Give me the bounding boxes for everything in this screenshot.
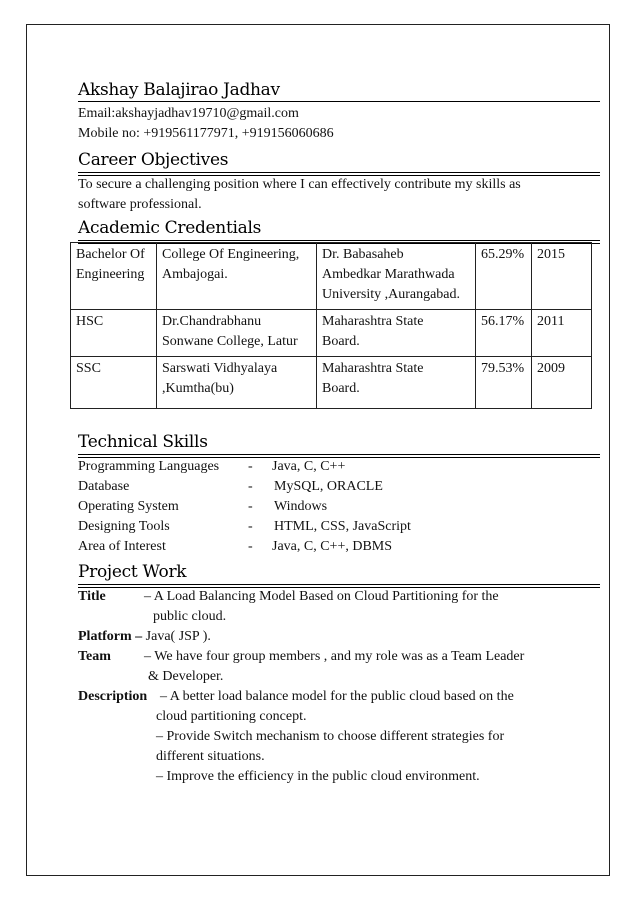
project-title-value: – A Load Balancing Model Based on Cloud Partitioning for the — [144, 589, 499, 604]
project-platform-label: Platform – — [78, 629, 143, 644]
college-cell: Sarswati Vidhyalaya ,Kumtha(bu) — [157, 357, 317, 409]
table-row — [71, 357, 592, 409]
project-desc-text: cloud partitioning concept. — [156, 709, 307, 724]
skills-heading — [78, 432, 600, 452]
skill-value: Java, C, C++, DBMS — [272, 539, 393, 554]
project-desc-text: – Improve the efficiency in the public cloud environment. — [156, 769, 480, 784]
skill-label: Designing Tools — [78, 519, 170, 534]
project-heading-text: Project Work — [78, 562, 187, 582]
project-team-value: – We have four group members , and my role was as a Team Leader — [144, 649, 525, 664]
table-row — [71, 310, 592, 357]
name-underline — [78, 101, 600, 102]
year-cell: 2009 — [532, 357, 592, 409]
project-heading — [78, 562, 600, 582]
career-heading — [78, 150, 600, 170]
project-team-cont: & Developer. — [148, 669, 224, 684]
skill-value: MySQL, ORACLE — [274, 479, 383, 494]
skill-dash: - — [248, 539, 253, 554]
career-text-1: To secure a challenging position where I can effectively contribute my skills as — [78, 177, 521, 192]
skill-label: Database — [78, 479, 130, 494]
skills-heading-text: Technical Skills — [78, 432, 208, 452]
project-team-line — [78, 647, 525, 667]
academic-table — [70, 242, 592, 409]
year-cell: 2015 — [532, 243, 592, 310]
academic-heading — [78, 218, 600, 238]
percent-cell: 65.29% — [476, 243, 532, 310]
table-row — [71, 243, 592, 310]
project-platform-line — [78, 627, 211, 647]
skills-rule-1 — [78, 454, 600, 455]
skill-label: Operating System — [78, 499, 179, 514]
project-desc-line — [78, 687, 514, 707]
board-cell: Maharashtra State Board. — [317, 310, 476, 357]
board-cell: Dr. Babasaheb Ambedkar Marathwada University ,Aurangabad. — [317, 243, 476, 310]
academic-heading-text: Academic Credentials — [78, 218, 262, 238]
degree-cell: HSC — [71, 310, 157, 357]
degree-cell: SSC — [71, 357, 157, 409]
academic-rule-1 — [78, 240, 600, 241]
candidate-name — [78, 80, 600, 100]
board-cell: Maharashtra State Board. — [317, 357, 476, 409]
project-desc-label: Description — [78, 689, 148, 704]
skill-dash: - — [248, 519, 253, 534]
career-heading-text: Career Objectives — [78, 150, 229, 170]
mobile-line: Mobile no: +919561177971, +919156060686 — [78, 126, 334, 141]
project-rule-1 — [78, 584, 600, 585]
year-cell: 2011 — [532, 310, 592, 357]
email-line: Email:akshayjadhav19710@gmail.com — [78, 106, 299, 121]
skill-value: Java, C, C++ — [272, 459, 346, 474]
career-text-2: software professional. — [78, 197, 202, 212]
degree-cell: Bachelor Of Engineering — [71, 243, 157, 310]
project-desc-text: – Provide Switch mechanism to choose different strategies for — [156, 729, 505, 744]
project-platform-value: Java( JSP ). — [145, 629, 211, 644]
candidate-name-text: Akshay Balajirao Jadhav — [78, 80, 280, 100]
skill-label: Area of Interest — [78, 539, 166, 554]
college-cell: Dr.Chandrabhanu Sonwane College, Latur — [157, 310, 317, 357]
percent-cell: 56.17% — [476, 310, 532, 357]
skill-dash: - — [248, 459, 253, 474]
skill-dash: - — [248, 479, 253, 494]
skill-value: Windows — [274, 499, 328, 514]
project-title-label: Title — [78, 589, 106, 604]
project-desc-text: – A better load balance model for the public cloud based on the — [160, 689, 514, 704]
percent-cell: 79.53% — [476, 357, 532, 409]
career-rule-1 — [78, 172, 600, 173]
project-title-cont: public cloud. — [153, 609, 227, 624]
project-desc-text: different situations. — [156, 749, 265, 764]
college-cell: College Of Engineering, Ambajogai. — [157, 243, 317, 310]
project-team-label: Team — [78, 649, 111, 664]
skill-label: Programming Languages — [78, 459, 220, 474]
skill-dash: - — [248, 499, 253, 514]
skill-value: HTML, CSS, JavaScript — [274, 519, 411, 534]
project-title-line — [78, 587, 499, 607]
